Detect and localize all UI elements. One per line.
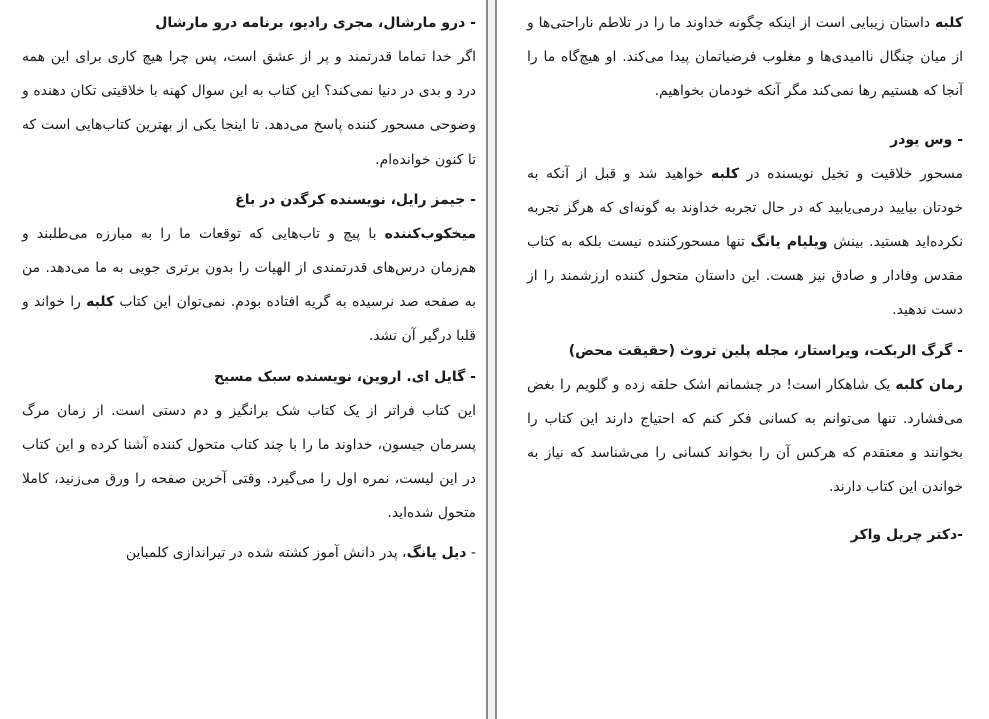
text-span: خواهید شد و قبل از آنکه به خودتان بیایید درمی‌یابید که در حال تجربه خداوند به گونه‌ای که هرگز تجربه نکرده‌اید هستید. بینش	[527, 165, 963, 251]
testimonial-text	[22, 217, 476, 354]
author-name: ویلیام یانگ	[750, 234, 828, 251]
book-title: کلبه	[934, 15, 963, 31]
testimonial-text	[527, 157, 963, 328]
testimonial-author: - گرگ الربکت، ویراستار، مجله پلین تروث (حقیقت محض)	[568, 342, 963, 359]
testimonial-author: - گایل ای. اروین، نویسنده سبک مسیح	[213, 368, 476, 385]
testimonial-block	[22, 183, 476, 354]
author-name: دیل یانگ	[406, 545, 467, 562]
testimonial-block	[527, 123, 963, 328]
testimonial-block	[527, 518, 963, 552]
testimonial-text	[527, 6, 963, 109]
right-page	[497, 0, 989, 719]
book-title: کلبه	[895, 376, 924, 393]
testimonial-block	[22, 360, 476, 531]
testimonial-author	[22, 536, 476, 570]
testimonial-block	[527, 334, 963, 505]
testimonial-author: - وس یودر	[890, 131, 963, 148]
left-page	[0, 0, 486, 719]
testimonial-text	[527, 368, 963, 505]
text-span: با پیچ و تاب‌هایی که توقعات ما را به مبارزه می‌طلبند و هم‌زمان درس‌های قدرتمندی از الهیات را بدون برتری جویی به ما می‌دهد. من به صفحه صد نرسیده به گریه افتاده بودم. نمی‌توان این کتاب	[22, 225, 476, 311]
testimonial-author: - درو مارشال، مجری رادیو، برنامه درو مارشال	[155, 15, 476, 31]
book-gutter	[488, 0, 495, 719]
testimonial-block	[22, 536, 476, 570]
testimonial-text: اگر خدا تماما قدرتمند و پر از عشق است، پس چرا هیچ کاری برای این همه درد و بدی در دنیا نمی‌کند؟ این کتاب به این سوال کهنه با خلاقیتی تکان دهنده و وضوحی مسحور کننده پاسخ می‌دهد. تا اینجا یکی از بهترین کتاب‌هایی است که تا کنون خوانده‌ام.	[22, 49, 476, 168]
testimonial-author: - جیمز رایل، نویسنده کرگدن در باغ	[235, 191, 476, 208]
text-span: یک شاهکار است! در چشمانم اشک حلقه زده و گلویم را بغض می‌فشارد. تنها می‌توانم به کسانی فکر کنم که احتیاج دارند این کتاب را بخوانند و معتقدم که هرکس آن را بخواند کسانی را می‌شناسد که نیاز به خواندن این کتاب دارند.	[527, 376, 963, 496]
text-span: را خواند و قلبا درگیر آن نشد.	[22, 294, 476, 345]
bold-text: رمان	[923, 376, 963, 393]
book-title: کلبه	[711, 165, 740, 182]
testimonial-author: -دکتر چریل واکر	[850, 527, 963, 544]
testimonial-block	[527, 6, 963, 109]
book-title: کلبه	[86, 294, 115, 311]
bold-text: میخکوب‌کننده	[384, 225, 476, 242]
text-span: ، پدر دانش آموز کشته شده در تیراندازی کلمباین	[125, 545, 407, 562]
text-span: مسحور خلاقیت و تخیل نویسنده در	[739, 165, 963, 182]
testimonial-text: این کتاب فراتر از یک کتاب شک برانگیز و دم دستی است. از زمان مرگ پسرمان جیسون، خداوند ما را با چند کتاب متحول کننده آشنا کرده و این کتاب در این لیست، نمره اول را می‌گیرد. وقتی آخرین صفحه را ورق می‌زنید، کاملا متحول شده‌اید.	[22, 402, 476, 522]
text-span: تنها مسحورکننده نیست بلکه به کتاب مقدس وفادار و صادق نیز هست. این داستان متحول کننده ارزشمند را از دست ندهید.	[527, 234, 963, 319]
testimonial-block	[22, 6, 476, 177]
text-span: -	[466, 545, 476, 562]
text-span: داستان زیبایی است از اینکه چگونه خداوند ما را در تلاطم ناراحتی‌ها و از میان چنگال ناامیدی‌ها و مغلوب فرضیاتمان پیدا می‌کند. او هیچ‌گاه ما را آنجا که هستیم رها نمی‌کند مگر آنکه خودمان بخواهیم.	[527, 15, 963, 100]
